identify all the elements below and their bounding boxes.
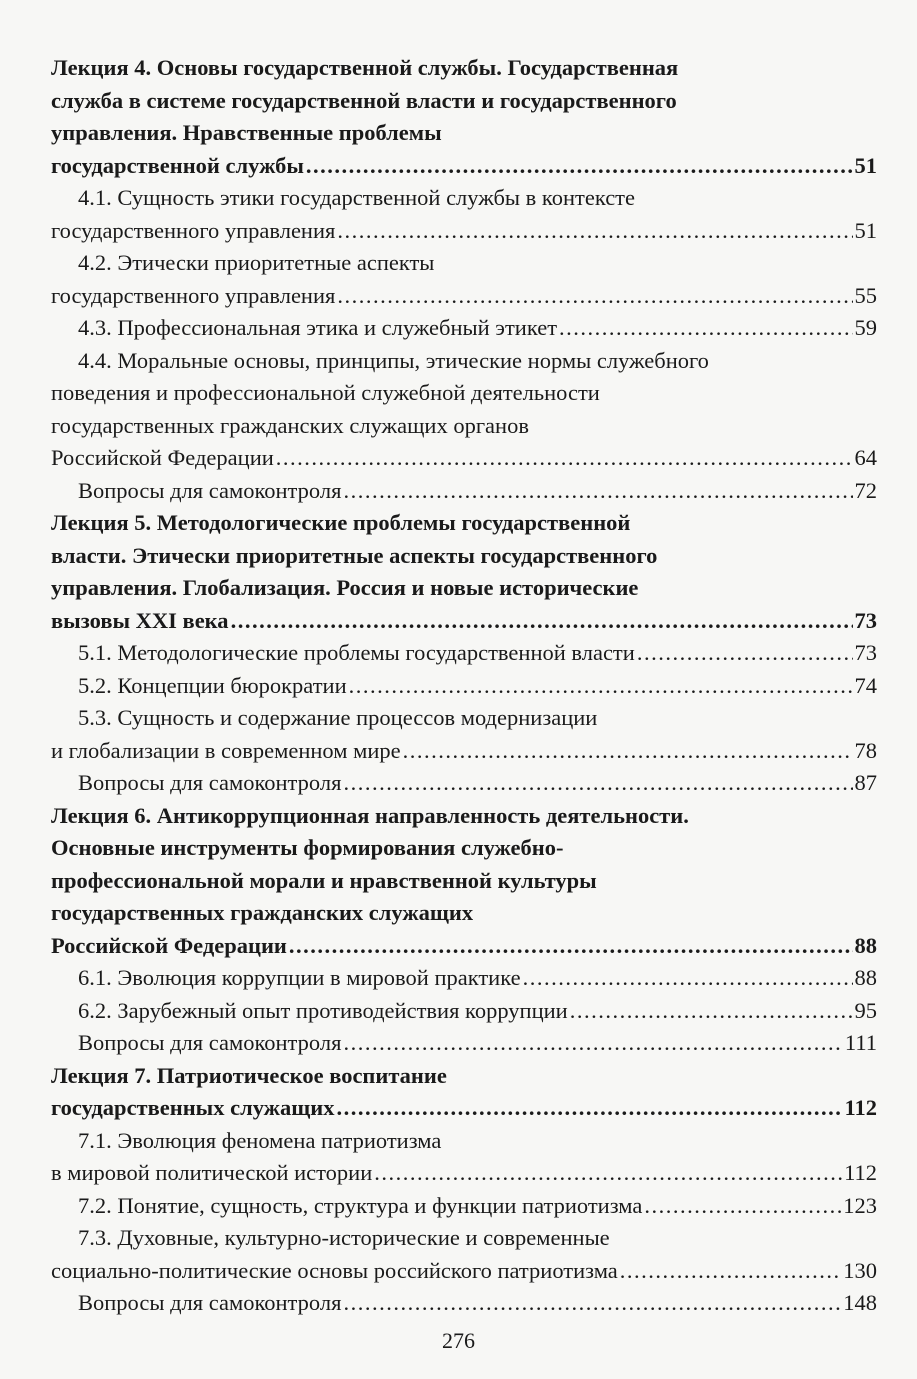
toc-section-entry (51, 345, 877, 475)
toc-entry-line: 7.1. Эволюция феномена патриотизма (78, 1127, 442, 1153)
toc-page-number: 87 (854, 770, 877, 795)
dot-leader (231, 605, 853, 638)
toc-entry-final-line (51, 442, 877, 475)
toc-section-entry (51, 182, 877, 247)
toc-entry-line: Лекция 7. Патриотическое воспитание (51, 1062, 447, 1088)
toc-entry-line: власти. Этически приоритетные аспекты государственного (51, 542, 658, 568)
toc-page-number: 130 (843, 1257, 877, 1283)
toc-entry-line: государственного управления (51, 217, 336, 243)
toc-entry-line: Вопросы для самоконтроля (78, 477, 342, 503)
toc-section-entry (51, 1027, 877, 1060)
toc-entry-line: вызовы XXI века (51, 607, 229, 633)
toc-section-entry (51, 1287, 877, 1320)
toc-entry-line: управления. Глобализация. Россия и новые исторические (51, 575, 639, 600)
toc-entry-line: 6.2. Зарубежный опыт противодействия коррупции (78, 997, 568, 1023)
dot-leader (349, 670, 853, 703)
toc-section-entry (51, 312, 877, 345)
toc-entry-final-line (51, 670, 877, 703)
dot-leader (336, 1092, 842, 1125)
toc-entry-line: Основные инструменты формирования служебно- (51, 835, 564, 860)
toc-page-number: 88 (854, 932, 877, 958)
dot-leader (523, 962, 853, 995)
toc-entry-final-line (51, 767, 877, 800)
toc-entry-line: Лекция 6. Антикоррупционная направленность деятельности. (51, 802, 689, 828)
toc-entry-line: государственного управления (51, 282, 336, 308)
toc-lecture-entry (51, 507, 877, 637)
dot-leader (343, 767, 852, 800)
toc-entry-final-line (51, 150, 877, 183)
toc-page-number: 123 (843, 1192, 877, 1218)
toc-entry-final-line (51, 637, 877, 670)
dot-leader (620, 1255, 841, 1288)
toc-entry-line: служба в системе государственной власти и государственного (51, 87, 677, 113)
toc-page-number: 112 (844, 1160, 877, 1185)
dot-leader (289, 930, 853, 963)
toc-section-entry (51, 1222, 877, 1287)
toc-entry-final-line (51, 1157, 877, 1190)
toc-entry-final-line (51, 312, 877, 345)
dot-leader (570, 995, 853, 1028)
toc-lecture-entry (51, 52, 877, 182)
toc-page-number: 78 (854, 737, 877, 763)
toc-section-entry (51, 637, 877, 670)
dot-leader (337, 280, 852, 313)
dot-leader (644, 1190, 841, 1223)
toc-page-number: 111 (844, 1030, 877, 1055)
toc-section-entry (51, 702, 877, 767)
toc-page-number: 51 (854, 152, 877, 178)
toc-page-number: 88 (854, 965, 877, 990)
dot-leader (276, 442, 853, 475)
toc-entry-final-line (51, 1190, 877, 1223)
toc-page-number: 74 (854, 672, 877, 698)
toc-section-entry (51, 247, 877, 312)
toc-entry-line: 5.2. Концепции бюрократии (78, 672, 347, 698)
toc-page-number: 55 (854, 282, 877, 308)
toc-entry-line: 7.2. Понятие, сущность, структура и функции патриотизма (78, 1192, 643, 1218)
toc-page-number: 72 (854, 477, 877, 503)
toc-section-entry (51, 1190, 877, 1223)
toc-entry-line: 4.3. Профессиональная этика и служебный этикет (78, 315, 558, 340)
toc-entry-line: Вопросы для самоконтроля (78, 770, 342, 795)
dot-leader (637, 637, 853, 670)
dot-leader (343, 1027, 842, 1060)
toc-page-number: 95 (854, 997, 877, 1023)
toc-entry-final-line (51, 735, 877, 768)
toc-page-number: 59 (854, 315, 877, 340)
page-number: 276 (442, 1328, 475, 1353)
toc-page-number: 148 (843, 1290, 877, 1315)
toc-section-entry (51, 1125, 877, 1190)
toc-entry-final-line (51, 962, 877, 995)
toc-entry-line: и глобализации в современном мире (51, 737, 401, 763)
toc-entry-line: 4.2. Этически приоритетные аспекты (78, 250, 435, 275)
toc-page-number: 73 (854, 640, 877, 665)
toc-entry-line: 5.3. Сущность и содержание процессов модернизации (78, 705, 598, 730)
toc-entry-line: управления. Нравственные проблемы (51, 120, 442, 145)
toc-page-number: 64 (854, 445, 877, 470)
toc-entry-final-line (51, 995, 877, 1028)
toc-entry-final-line (51, 1287, 877, 1320)
toc-entry-line: Российской Федерации (51, 445, 274, 470)
toc-entry-line: Российской Федерации (51, 932, 287, 958)
toc-entry-line: 7.3. Духовные, культурно-исторические и современные (78, 1225, 610, 1250)
toc-page-number: 73 (854, 607, 877, 633)
toc-entry-final-line (51, 605, 877, 638)
dot-leader (343, 475, 852, 508)
toc-entry-final-line (51, 280, 877, 313)
dot-leader (559, 312, 852, 345)
toc-entry-final-line (51, 1027, 877, 1060)
toc-entry-final-line (51, 1255, 877, 1288)
toc-entry-final-line (51, 475, 877, 508)
toc-entry-line: 5.1. Методологические проблемы государственной власти (78, 640, 635, 665)
toc-entry-line: 4.4. Моральные основы, принципы, этические нормы служебного (78, 347, 709, 373)
toc-entry-line: Лекция 5. Методологические проблемы государственной (51, 510, 631, 535)
dot-leader (343, 1287, 841, 1320)
toc-entry-final-line (51, 1092, 877, 1125)
toc-entry-line: профессиональной морали и нравственной культуры (51, 867, 597, 893)
toc-entry-final-line (51, 215, 877, 248)
toc-section-entry (51, 995, 877, 1028)
toc-section-entry (51, 670, 877, 703)
toc-entry-line: Вопросы для самоконтроля (78, 1290, 342, 1315)
toc-entry-line: социально-политические основы российского патриотизма (51, 1257, 618, 1283)
table-of-contents (51, 52, 877, 1320)
toc-entry-line: Лекция 4. Основы государственной службы. Государственная (51, 55, 679, 80)
toc-page-number: 112 (844, 1095, 877, 1120)
toc-section-entry (51, 767, 877, 800)
toc-entry-line: в мировой политической истории (51, 1160, 373, 1185)
toc-entry-line: государственных служащих (51, 1095, 335, 1120)
toc-section-entry (51, 475, 877, 508)
toc-entry-line: 4.1. Сущность этики государственной службы в контексте (78, 185, 635, 210)
toc-entry-line: 6.1. Эволюция коррупции в мировой практике (78, 965, 521, 990)
toc-entry-line: поведения и профессиональной служебной деятельности (51, 380, 600, 405)
dot-leader (306, 150, 853, 183)
toc-lecture-entry (51, 800, 877, 963)
toc-entry-line: Вопросы для самоконтроля (78, 1030, 342, 1055)
toc-entry-line: государственных гражданских служащих органов (51, 412, 529, 438)
dot-leader (337, 215, 852, 248)
toc-page-number: 51 (854, 217, 877, 243)
toc-entry-line: государственной службы (51, 152, 304, 178)
dot-leader (403, 735, 853, 768)
toc-section-entry (51, 962, 877, 995)
dot-leader (374, 1157, 842, 1190)
toc-entry-line: государственных гражданских служащих (51, 900, 474, 925)
toc-lecture-entry (51, 1060, 877, 1125)
toc-entry-final-line (51, 930, 877, 963)
